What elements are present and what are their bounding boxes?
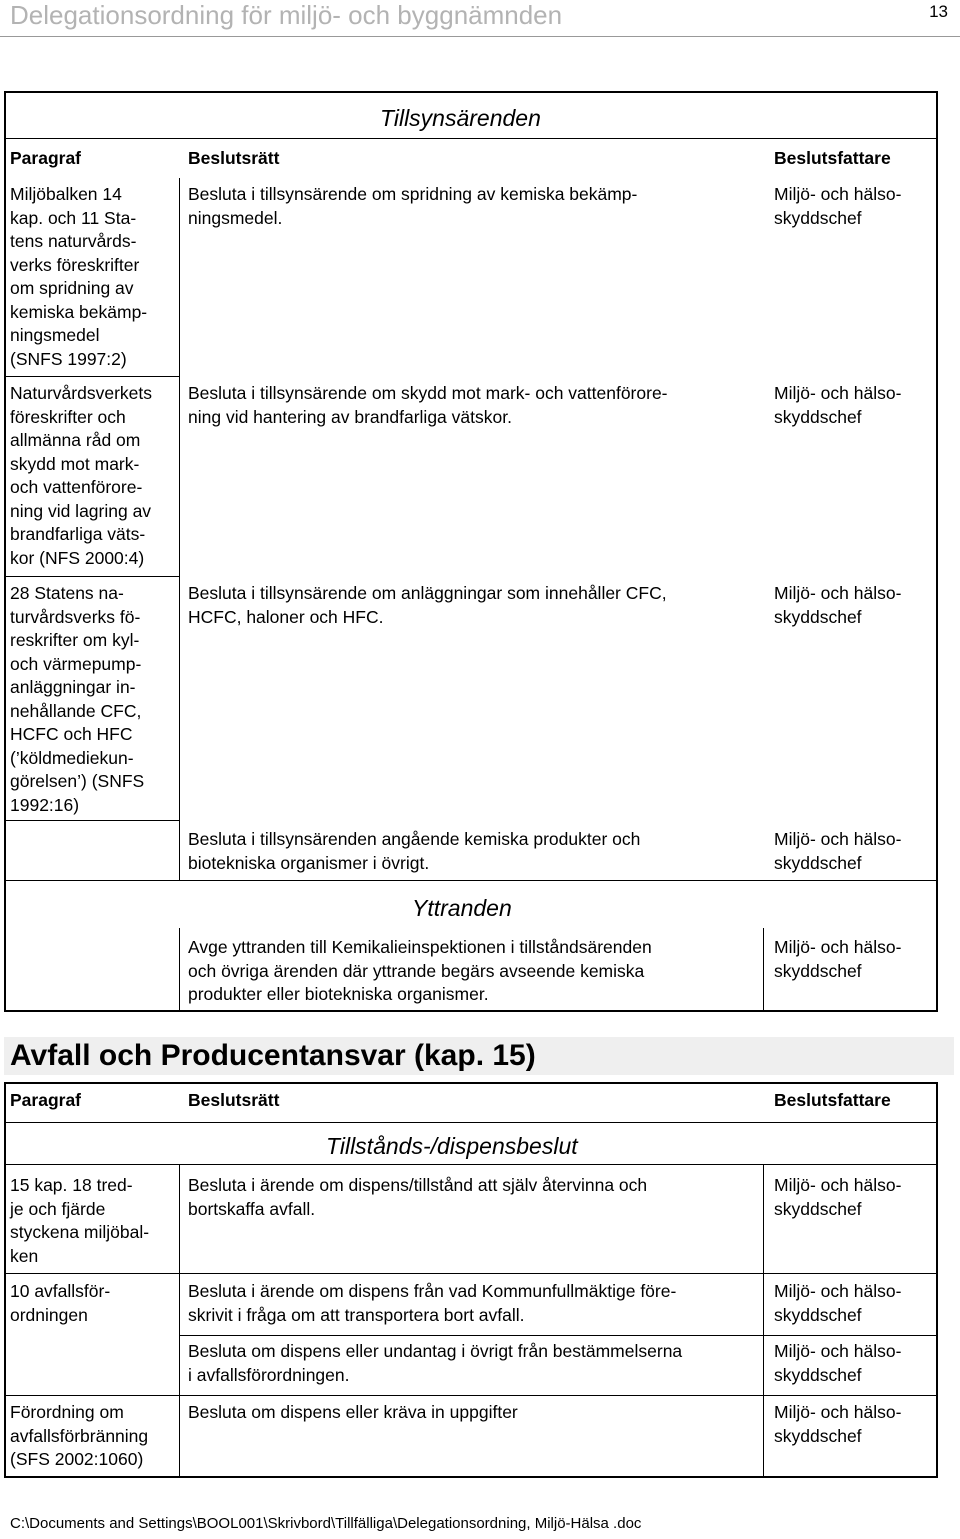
row-beslutsfattare: Miljö- och hälso- skyddschef <box>774 1402 902 1446</box>
table2-header-divider <box>4 1122 938 1123</box>
table1-right-border <box>936 91 938 1012</box>
column-header-beslutsfattare: Beslutsfattare <box>774 148 891 168</box>
table1-row-divider <box>4 376 180 377</box>
table1-left-border <box>4 91 6 1012</box>
table2-col-divider <box>179 1164 180 1476</box>
table2-row-divider <box>4 1395 938 1396</box>
row-beslutsratt: Besluta om dispens eller kräva in uppgifter <box>188 1402 518 1422</box>
row-beslutsratt: Besluta i tillsynsärende om skydd mot mark- och vattenförore- ning vid hantering av brandfarliga vätskor. <box>188 383 668 427</box>
table1-row-divider <box>4 576 180 577</box>
row-beslutsratt: Besluta i tillsynsärende om spridning av kemiska bekämp- ningsmedel. <box>188 184 638 228</box>
row-beslutsratt: Besluta i tillsynsärende om anläggningar som innehåller CFC, HCFC, haloner och HFC. <box>188 583 667 627</box>
row-beslutsfattare: Miljö- och hälso- skyddschef <box>774 829 902 873</box>
row-paragraf: Förordning om avfallsförbränning (SFS 2002:1060) <box>10 1402 149 1469</box>
row-beslutsratt: Besluta i tillsynsärenden angående kemiska produkter och biotekniska organismer i övrigt. <box>188 829 641 873</box>
table1-col-divider <box>763 928 764 1010</box>
table2-col-divider <box>763 1164 764 1476</box>
document-header-title: Delegationsordning för miljö- och byggnämnden <box>10 0 563 30</box>
table1-col-divider <box>179 928 180 1010</box>
subsection-heading-yttranden: Yttranden <box>412 895 512 921</box>
section-heading-tillstands-dispensbeslut: Tillstånds-/dispensbeslut <box>326 1133 578 1159</box>
row-beslutsratt: Avge yttranden till Kemikalieinspektionen i tillståndsärenden och övriga ärenden där yttrande begärs avseende kemiska produkter eller biotekniska organismer. <box>188 937 652 1004</box>
column-header-beslutsratt: Beslutsrätt <box>188 148 280 168</box>
table2-bottom-border <box>4 1476 938 1478</box>
row-paragraf: 10 avfallsför- ordningen <box>10 1281 111 1325</box>
table2-right-border <box>936 1082 938 1478</box>
row-beslutsfattare: Miljö- och hälso- skyddschef <box>774 184 902 228</box>
table2-heading-divider <box>4 1164 938 1165</box>
table2-row-divider <box>180 1335 938 1336</box>
row-beslutsfattare: Miljö- och hälso- skyddschef <box>774 1175 902 1219</box>
row-paragraf: 28 Statens na- turvårdsverks fö- reskrifter om kyl- och värmepump- anläggningar in- nehållande CFC, HCFC och HFC (’köldmediekun- görelsen’) (SNFS 1992:16) <box>10 583 145 815</box>
table1-row-divider <box>4 820 180 821</box>
table1-top-border <box>4 91 938 93</box>
row-paragraf: Miljöbalken 14 kap. och 11 Sta- tens naturvårds- verks föreskrifter om spridning av kemiska bekämp- ningsmedel (SNFS 1997:2) <box>10 184 148 369</box>
section-title: Avfall och Producentansvar (kap. 15) <box>4 1037 954 1075</box>
table1-bottom-border <box>4 1010 938 1012</box>
row-beslutsfattare: Miljö- och hälso- skyddschef <box>774 583 902 627</box>
row-paragraf: Naturvårdsverkets föreskrifter och allmänna råd om skydd mot mark- och vattenförore- ning vid lagring av brandfarliga väts- kor (NFS 2000:4) <box>10 383 152 568</box>
row-paragraf: 15 kap. 18 tred- je och fjärde styckena miljöbal- ken <box>10 1175 150 1266</box>
table1-header-divider <box>4 138 938 139</box>
table2-row-divider <box>4 1273 938 1274</box>
page-number: 13 <box>929 2 948 21</box>
table2-top-border <box>4 1082 938 1084</box>
row-beslutsratt: Besluta i ärende om dispens/tillstånd att själv återvinna och bortskaffa avfall. <box>188 1175 648 1219</box>
row-beslutsratt: Besluta om dispens eller undantag i övrigt från bestämmelserna i avfallsförordningen. <box>188 1341 683 1385</box>
document-file-path: C:\Documents and Settings\BOOL001\Skrivbord\Tillfälliga\Delegationsordning, Miljö-Hälsa .doc <box>10 1515 642 1532</box>
column-header-paragraf: Paragraf <box>10 148 82 168</box>
column-header-beslutsratt: Beslutsrätt <box>188 1090 280 1110</box>
row-beslutsratt: Besluta i ärende om dispens från vad Kommunfullmäktige före- skrivit i fråga om att transportera bort avfall. <box>188 1281 677 1325</box>
row-beslutsfattare: Miljö- och hälso- skyddschef <box>774 383 902 427</box>
table1-row-divider <box>4 880 938 881</box>
header-divider <box>0 36 960 37</box>
section-heading-tillsynsarenden: Tillsynsärenden <box>380 105 541 131</box>
column-header-paragraf: Paragraf <box>10 1090 82 1110</box>
table2-left-border <box>4 1082 6 1478</box>
row-beslutsfattare: Miljö- och hälso- skyddschef <box>774 937 902 981</box>
row-beslutsfattare: Miljö- och hälso- skyddschef <box>774 1341 902 1385</box>
table1-col-divider <box>179 178 180 880</box>
row-beslutsfattare: Miljö- och hälso- skyddschef <box>774 1281 902 1325</box>
column-header-beslutsfattare: Beslutsfattare <box>774 1090 891 1110</box>
